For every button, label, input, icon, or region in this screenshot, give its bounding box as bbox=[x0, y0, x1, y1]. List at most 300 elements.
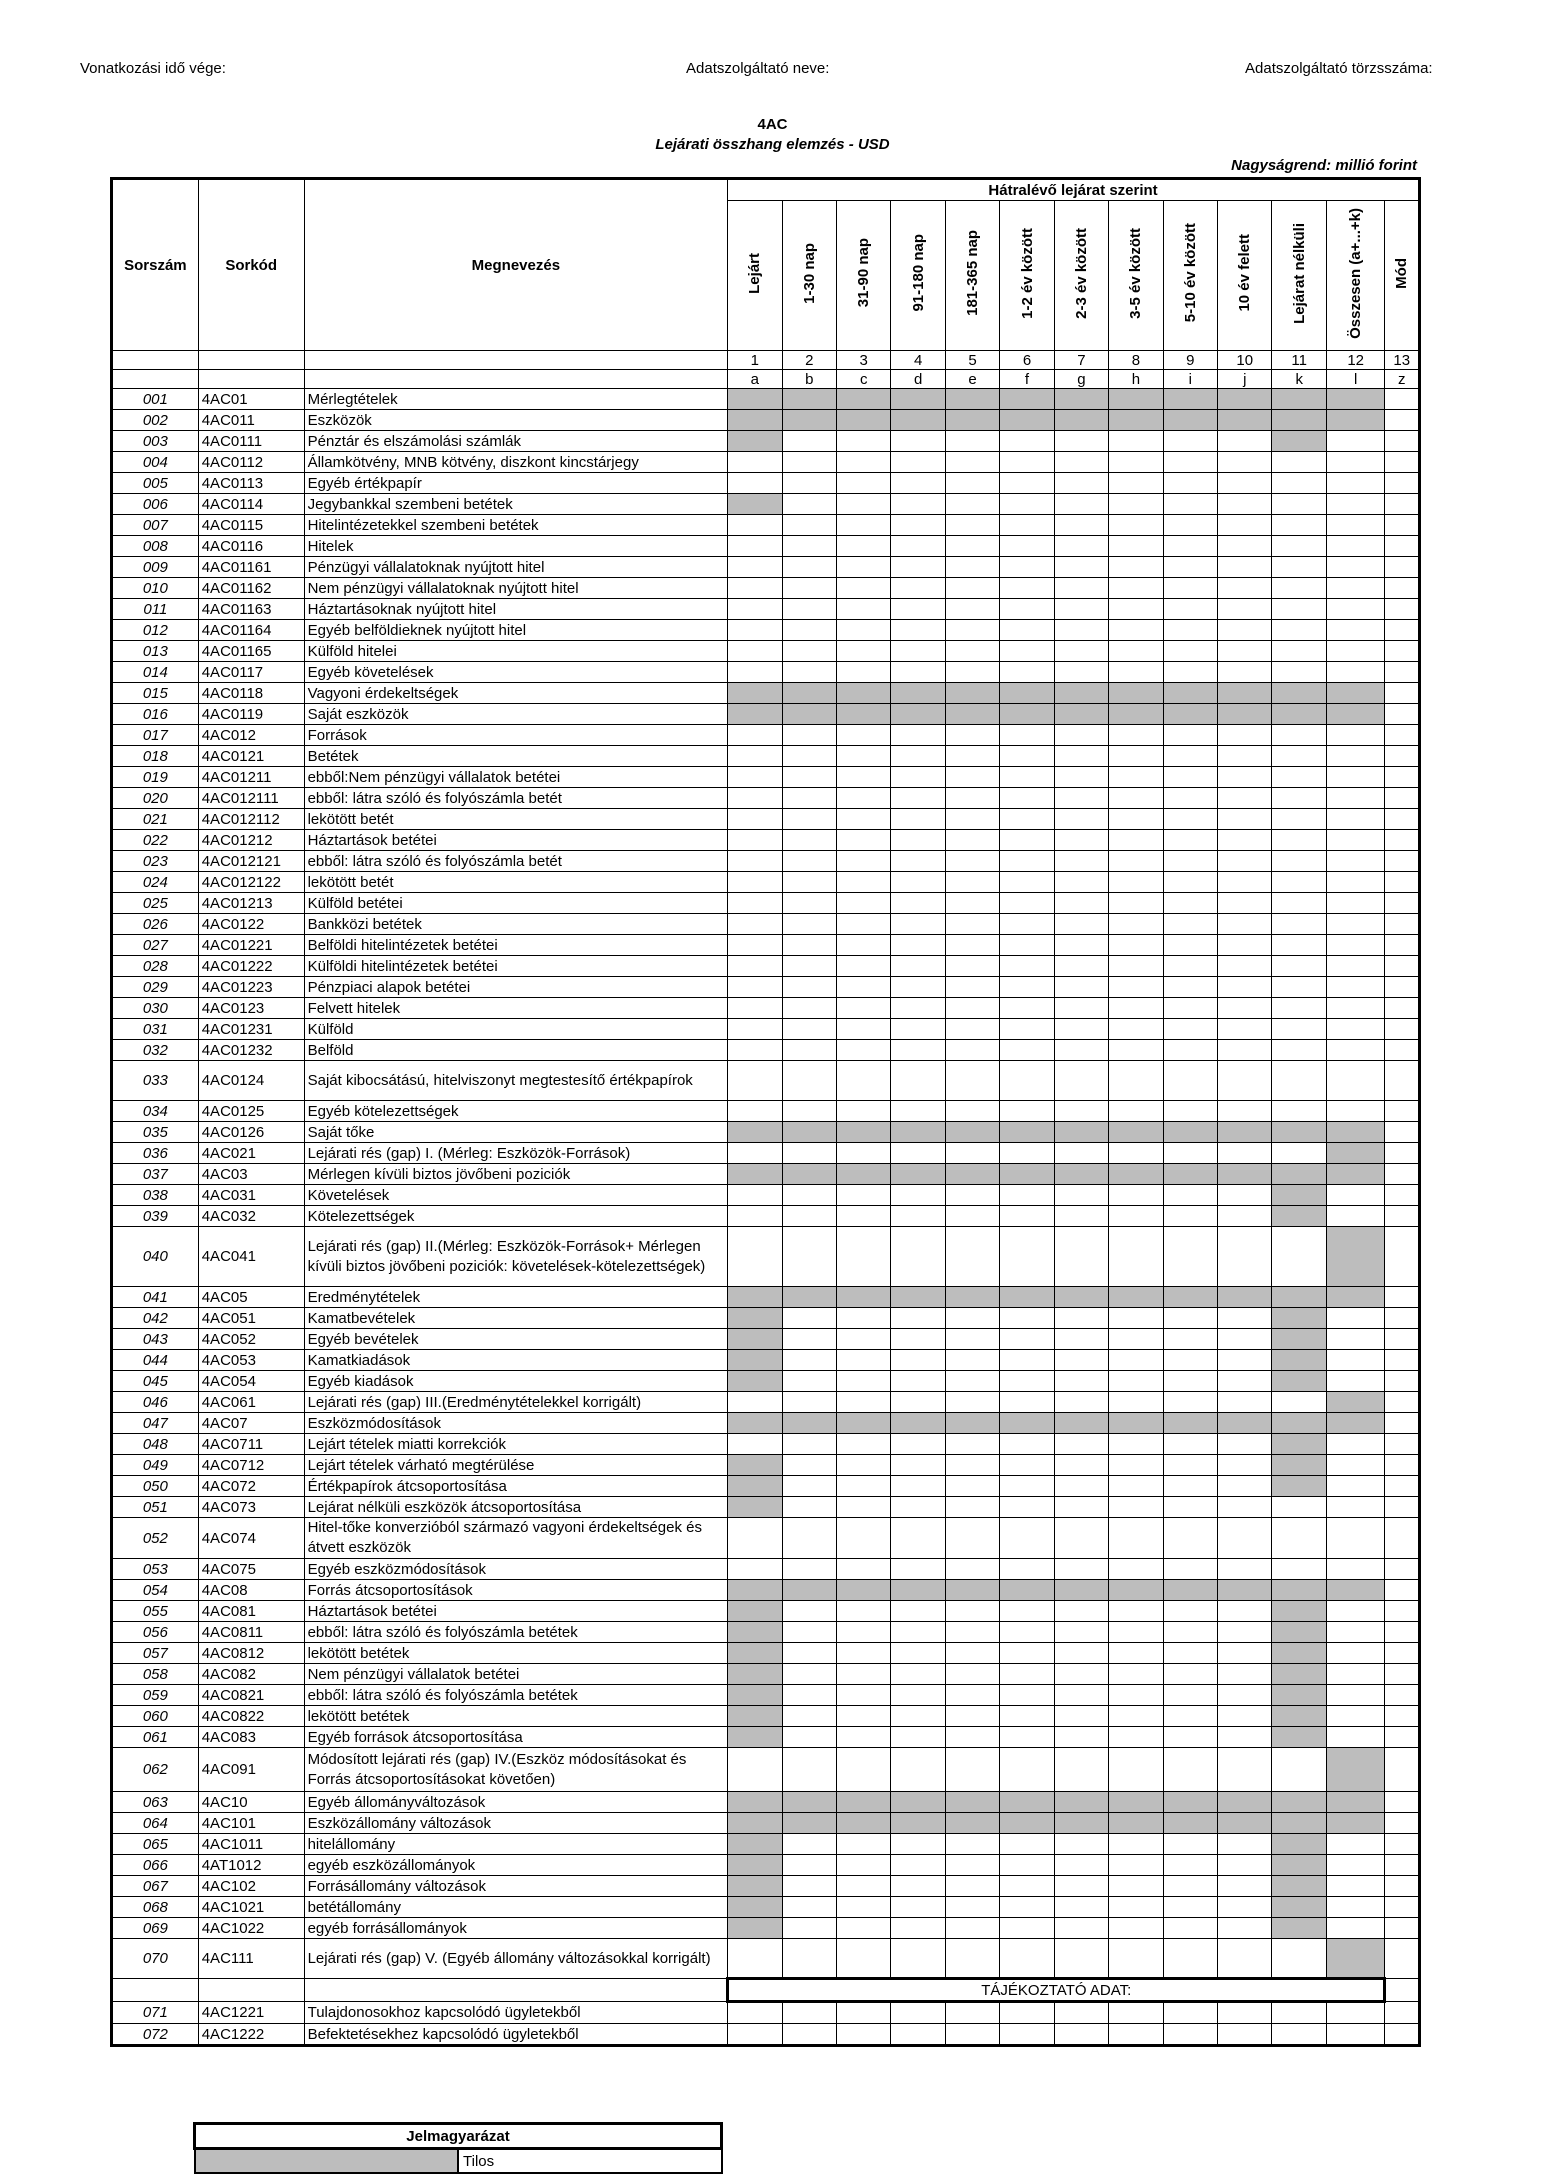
value-cell[interactable] bbox=[1385, 389, 1420, 410]
value-cell[interactable] bbox=[1385, 1813, 1420, 1834]
value-cell[interactable] bbox=[1385, 1601, 1420, 1622]
value-cell[interactable] bbox=[1109, 473, 1163, 494]
value-cell[interactable] bbox=[1109, 1601, 1163, 1622]
value-cell[interactable] bbox=[1163, 599, 1217, 620]
value-cell[interactable] bbox=[1109, 1876, 1163, 1897]
value-cell[interactable] bbox=[1385, 1227, 1420, 1287]
value-cell[interactable] bbox=[1385, 1897, 1420, 1918]
value-cell[interactable] bbox=[1109, 1061, 1163, 1101]
value-cell[interactable] bbox=[1385, 1497, 1420, 1518]
value-cell[interactable] bbox=[1000, 473, 1054, 494]
value-cell[interactable] bbox=[1163, 1855, 1217, 1876]
value-cell[interactable] bbox=[1054, 1392, 1108, 1413]
value-cell[interactable] bbox=[1163, 1392, 1217, 1413]
value-cell[interactable] bbox=[1054, 1622, 1108, 1643]
value-cell[interactable] bbox=[1385, 893, 1420, 914]
value-cell[interactable] bbox=[1163, 1685, 1217, 1706]
value-cell[interactable] bbox=[1054, 1643, 1108, 1664]
value-cell[interactable] bbox=[1054, 1206, 1108, 1227]
value-cell[interactable] bbox=[1218, 1329, 1272, 1350]
value-cell[interactable] bbox=[836, 1559, 890, 1580]
value-cell[interactable] bbox=[1163, 1476, 1217, 1497]
value-cell[interactable] bbox=[1218, 1206, 1272, 1227]
value-cell[interactable] bbox=[1163, 1559, 1217, 1580]
value-cell[interactable] bbox=[1054, 1019, 1108, 1040]
value-cell[interactable] bbox=[1326, 599, 1384, 620]
value-cell[interactable] bbox=[1163, 1206, 1217, 1227]
value-cell[interactable] bbox=[1109, 1685, 1163, 1706]
value-cell[interactable] bbox=[1385, 1143, 1420, 1164]
value-cell[interactable] bbox=[1272, 620, 1326, 641]
value-cell[interactable] bbox=[891, 1664, 945, 1685]
value-cell[interactable] bbox=[1000, 1834, 1054, 1855]
value-cell[interactable] bbox=[1054, 1061, 1108, 1101]
value-cell[interactable] bbox=[1163, 1308, 1217, 1329]
value-cell[interactable] bbox=[1218, 767, 1272, 788]
value-cell[interactable] bbox=[1218, 1518, 1272, 1559]
value-cell[interactable] bbox=[945, 641, 999, 662]
value-cell[interactable] bbox=[836, 641, 890, 662]
value-cell[interactable] bbox=[1163, 1455, 1217, 1476]
value-cell[interactable] bbox=[1272, 557, 1326, 578]
value-cell[interactable] bbox=[1218, 1476, 1272, 1497]
value-cell[interactable] bbox=[836, 1855, 890, 1876]
value-cell[interactable] bbox=[945, 494, 999, 515]
value-cell[interactable] bbox=[1385, 1518, 1420, 1559]
value-cell[interactable] bbox=[1000, 1855, 1054, 1876]
value-cell[interactable] bbox=[1000, 767, 1054, 788]
value-cell[interactable] bbox=[782, 893, 836, 914]
value-cell[interactable] bbox=[1385, 914, 1420, 935]
value-cell[interactable] bbox=[1385, 1792, 1420, 1813]
value-cell[interactable] bbox=[782, 494, 836, 515]
value-cell[interactable] bbox=[836, 1476, 890, 1497]
value-cell[interactable] bbox=[1326, 1371, 1384, 1392]
value-cell[interactable] bbox=[1109, 935, 1163, 956]
value-cell[interactable] bbox=[1326, 1918, 1384, 1939]
value-cell[interactable] bbox=[1385, 641, 1420, 662]
value-cell[interactable] bbox=[1054, 557, 1108, 578]
value-cell[interactable] bbox=[1385, 578, 1420, 599]
value-cell[interactable] bbox=[1272, 578, 1326, 599]
value-cell[interactable] bbox=[1000, 830, 1054, 851]
value-cell[interactable] bbox=[1163, 1518, 1217, 1559]
value-cell[interactable] bbox=[1109, 725, 1163, 746]
value-cell[interactable] bbox=[891, 1019, 945, 1040]
value-cell[interactable] bbox=[1218, 578, 1272, 599]
value-cell[interactable] bbox=[1218, 1185, 1272, 1206]
value-cell[interactable] bbox=[945, 662, 999, 683]
value-cell[interactable] bbox=[891, 473, 945, 494]
value-cell[interactable] bbox=[1272, 599, 1326, 620]
value-cell[interactable] bbox=[1000, 1518, 1054, 1559]
value-cell[interactable] bbox=[945, 2002, 999, 2024]
value-cell[interactable] bbox=[1054, 599, 1108, 620]
value-cell[interactable] bbox=[1385, 1706, 1420, 1727]
value-cell[interactable] bbox=[1218, 914, 1272, 935]
value-cell[interactable] bbox=[1218, 725, 1272, 746]
value-cell[interactable] bbox=[836, 788, 890, 809]
value-cell[interactable] bbox=[945, 620, 999, 641]
value-cell[interactable] bbox=[728, 1559, 782, 1580]
value-cell[interactable] bbox=[1326, 1455, 1384, 1476]
value-cell[interactable] bbox=[1218, 998, 1272, 1019]
value-cell[interactable] bbox=[891, 599, 945, 620]
value-cell[interactable] bbox=[891, 1897, 945, 1918]
value-cell[interactable] bbox=[1385, 1918, 1420, 1939]
value-cell[interactable] bbox=[836, 851, 890, 872]
value-cell[interactable] bbox=[1326, 515, 1384, 536]
value-cell[interactable] bbox=[1385, 1876, 1420, 1897]
value-cell[interactable] bbox=[1218, 1061, 1272, 1101]
value-cell[interactable] bbox=[1385, 1122, 1420, 1143]
value-cell[interactable] bbox=[945, 1685, 999, 1706]
value-cell[interactable] bbox=[1054, 1727, 1108, 1748]
value-cell[interactable] bbox=[782, 1601, 836, 1622]
value-cell[interactable] bbox=[836, 1329, 890, 1350]
value-cell[interactable] bbox=[1054, 1101, 1108, 1122]
value-cell[interactable] bbox=[891, 767, 945, 788]
value-cell[interactable] bbox=[1385, 725, 1420, 746]
value-cell[interactable] bbox=[1109, 1518, 1163, 1559]
value-cell[interactable] bbox=[1326, 641, 1384, 662]
value-cell[interactable] bbox=[891, 1622, 945, 1643]
value-cell[interactable] bbox=[891, 809, 945, 830]
value-cell[interactable] bbox=[1385, 935, 1420, 956]
value-cell[interactable] bbox=[1326, 1601, 1384, 1622]
value-cell[interactable] bbox=[1326, 725, 1384, 746]
value-cell[interactable] bbox=[891, 1855, 945, 1876]
value-cell[interactable] bbox=[1326, 536, 1384, 557]
value-cell[interactable] bbox=[1272, 2002, 1326, 2024]
value-cell[interactable] bbox=[782, 1706, 836, 1727]
value-cell[interactable] bbox=[1054, 893, 1108, 914]
value-cell[interactable] bbox=[1109, 830, 1163, 851]
value-cell[interactable] bbox=[1385, 683, 1420, 704]
value-cell[interactable] bbox=[945, 809, 999, 830]
value-cell[interactable] bbox=[1109, 746, 1163, 767]
value-cell[interactable] bbox=[1385, 557, 1420, 578]
value-cell[interactable] bbox=[836, 1497, 890, 1518]
value-cell[interactable] bbox=[945, 1329, 999, 1350]
value-cell[interactable] bbox=[1385, 809, 1420, 830]
value-cell[interactable] bbox=[1218, 1392, 1272, 1413]
value-cell[interactable] bbox=[1218, 1748, 1272, 1792]
value-cell[interactable] bbox=[1385, 1350, 1420, 1371]
value-cell[interactable] bbox=[1054, 1329, 1108, 1350]
value-cell[interactable] bbox=[836, 662, 890, 683]
value-cell[interactable] bbox=[728, 641, 782, 662]
value-cell[interactable] bbox=[891, 1227, 945, 1287]
value-cell[interactable] bbox=[1272, 809, 1326, 830]
value-cell[interactable] bbox=[1109, 809, 1163, 830]
value-cell[interactable] bbox=[1109, 1371, 1163, 1392]
value-cell[interactable] bbox=[891, 1685, 945, 1706]
value-cell[interactable] bbox=[891, 725, 945, 746]
value-cell[interactable] bbox=[891, 788, 945, 809]
value-cell[interactable] bbox=[728, 1061, 782, 1101]
value-cell[interactable] bbox=[1163, 662, 1217, 683]
value-cell[interactable] bbox=[836, 977, 890, 998]
value-cell[interactable] bbox=[728, 1206, 782, 1227]
value-cell[interactable] bbox=[1385, 1855, 1420, 1876]
value-cell[interactable] bbox=[1054, 830, 1108, 851]
value-cell[interactable] bbox=[945, 851, 999, 872]
value-cell[interactable] bbox=[891, 2002, 945, 2024]
value-cell[interactable] bbox=[1272, 1019, 1326, 1040]
value-cell[interactable] bbox=[728, 1518, 782, 1559]
value-cell[interactable] bbox=[1272, 1518, 1326, 1559]
value-cell[interactable] bbox=[1054, 1559, 1108, 1580]
value-cell[interactable] bbox=[1385, 1392, 1420, 1413]
value-cell[interactable] bbox=[1218, 1143, 1272, 1164]
value-cell[interactable] bbox=[1054, 725, 1108, 746]
value-cell[interactable] bbox=[1218, 2024, 1272, 2046]
value-cell[interactable] bbox=[1326, 1685, 1384, 1706]
value-cell[interactable] bbox=[1054, 1476, 1108, 1497]
value-cell[interactable] bbox=[1000, 452, 1054, 473]
value-cell[interactable] bbox=[945, 515, 999, 536]
value-cell[interactable] bbox=[1385, 1643, 1420, 1664]
value-cell[interactable] bbox=[1326, 2024, 1384, 2046]
value-cell[interactable] bbox=[728, 956, 782, 977]
value-cell[interactable] bbox=[1054, 1143, 1108, 1164]
value-cell[interactable] bbox=[782, 473, 836, 494]
value-cell[interactable] bbox=[836, 1748, 890, 1792]
value-cell[interactable] bbox=[1272, 998, 1326, 1019]
value-cell[interactable] bbox=[836, 1622, 890, 1643]
value-cell[interactable] bbox=[891, 1392, 945, 1413]
value-cell[interactable] bbox=[1218, 599, 1272, 620]
value-cell[interactable] bbox=[1326, 1434, 1384, 1455]
value-cell[interactable] bbox=[945, 1476, 999, 1497]
value-cell[interactable] bbox=[1163, 1350, 1217, 1371]
value-cell[interactable] bbox=[836, 473, 890, 494]
value-cell[interactable] bbox=[1109, 1918, 1163, 1939]
value-cell[interactable] bbox=[836, 935, 890, 956]
value-cell[interactable] bbox=[782, 998, 836, 1019]
value-cell[interactable] bbox=[1163, 851, 1217, 872]
value-cell[interactable] bbox=[1218, 473, 1272, 494]
value-cell[interactable] bbox=[1163, 956, 1217, 977]
value-cell[interactable] bbox=[1385, 515, 1420, 536]
value-cell[interactable] bbox=[836, 578, 890, 599]
value-cell[interactable] bbox=[1054, 2024, 1108, 2046]
value-cell[interactable] bbox=[1163, 452, 1217, 473]
value-cell[interactable] bbox=[836, 956, 890, 977]
value-cell[interactable] bbox=[836, 872, 890, 893]
value-cell[interactable] bbox=[1163, 1371, 1217, 1392]
value-cell[interactable] bbox=[1218, 431, 1272, 452]
value-cell[interactable] bbox=[891, 746, 945, 767]
value-cell[interactable] bbox=[836, 914, 890, 935]
value-cell[interactable] bbox=[1109, 578, 1163, 599]
value-cell[interactable] bbox=[1000, 1206, 1054, 1227]
value-cell[interactable] bbox=[1163, 1622, 1217, 1643]
value-cell[interactable] bbox=[1109, 2024, 1163, 2046]
value-cell[interactable] bbox=[1163, 1040, 1217, 1061]
value-cell[interactable] bbox=[891, 1371, 945, 1392]
value-cell[interactable] bbox=[1218, 977, 1272, 998]
value-cell[interactable] bbox=[836, 1601, 890, 1622]
value-cell[interactable] bbox=[782, 1727, 836, 1748]
value-cell[interactable] bbox=[1326, 1185, 1384, 1206]
value-cell[interactable] bbox=[891, 1061, 945, 1101]
value-cell[interactable] bbox=[891, 620, 945, 641]
value-cell[interactable] bbox=[1385, 704, 1420, 725]
value-cell[interactable] bbox=[1326, 1855, 1384, 1876]
value-cell[interactable] bbox=[1000, 1308, 1054, 1329]
value-cell[interactable] bbox=[945, 1061, 999, 1101]
value-cell[interactable] bbox=[1163, 1497, 1217, 1518]
value-cell[interactable] bbox=[1272, 977, 1326, 998]
value-cell[interactable] bbox=[891, 935, 945, 956]
value-cell[interactable] bbox=[1000, 956, 1054, 977]
value-cell[interactable] bbox=[1054, 1227, 1108, 1287]
value-cell[interactable] bbox=[1326, 1664, 1384, 1685]
value-cell[interactable] bbox=[782, 1939, 836, 1979]
value-cell[interactable] bbox=[836, 809, 890, 830]
value-cell[interactable] bbox=[836, 1371, 890, 1392]
value-cell[interactable] bbox=[782, 515, 836, 536]
value-cell[interactable] bbox=[1109, 1897, 1163, 1918]
value-cell[interactable] bbox=[728, 830, 782, 851]
value-cell[interactable] bbox=[1326, 851, 1384, 872]
value-cell[interactable] bbox=[1109, 1434, 1163, 1455]
value-cell[interactable] bbox=[782, 1143, 836, 1164]
value-cell[interactable] bbox=[1272, 746, 1326, 767]
value-cell[interactable] bbox=[1000, 2024, 1054, 2046]
value-cell[interactable] bbox=[1385, 1329, 1420, 1350]
value-cell[interactable] bbox=[1000, 1185, 1054, 1206]
value-cell[interactable] bbox=[1326, 1643, 1384, 1664]
value-cell[interactable] bbox=[1109, 1727, 1163, 1748]
value-cell[interactable] bbox=[782, 1455, 836, 1476]
value-cell[interactable] bbox=[945, 1143, 999, 1164]
value-cell[interactable] bbox=[1000, 1706, 1054, 1727]
value-cell[interactable] bbox=[1385, 1727, 1420, 1748]
value-cell[interactable] bbox=[1163, 431, 1217, 452]
value-cell[interactable] bbox=[1109, 1308, 1163, 1329]
value-cell[interactable] bbox=[1054, 914, 1108, 935]
value-cell[interactable] bbox=[1326, 830, 1384, 851]
value-cell[interactable] bbox=[1385, 1834, 1420, 1855]
value-cell[interactable] bbox=[1000, 431, 1054, 452]
value-cell[interactable] bbox=[1385, 1413, 1420, 1434]
value-cell[interactable] bbox=[1000, 1897, 1054, 1918]
value-cell[interactable] bbox=[945, 1497, 999, 1518]
value-cell[interactable] bbox=[1218, 1434, 1272, 1455]
value-cell[interactable] bbox=[1385, 998, 1420, 1019]
value-cell[interactable] bbox=[1109, 641, 1163, 662]
value-cell[interactable] bbox=[891, 662, 945, 683]
value-cell[interactable] bbox=[1163, 935, 1217, 956]
value-cell[interactable] bbox=[945, 725, 999, 746]
value-cell[interactable] bbox=[1163, 998, 1217, 1019]
value-cell[interactable] bbox=[836, 1185, 890, 1206]
value-cell[interactable] bbox=[1326, 473, 1384, 494]
value-cell[interactable] bbox=[1326, 1897, 1384, 1918]
value-cell[interactable] bbox=[836, 515, 890, 536]
value-cell[interactable] bbox=[1326, 998, 1384, 1019]
value-cell[interactable] bbox=[1054, 998, 1108, 1019]
value-cell[interactable] bbox=[1054, 578, 1108, 599]
value-cell[interactable] bbox=[1054, 1601, 1108, 1622]
value-cell[interactable] bbox=[1218, 830, 1272, 851]
value-cell[interactable] bbox=[836, 1939, 890, 1979]
value-cell[interactable] bbox=[1109, 1143, 1163, 1164]
value-cell[interactable] bbox=[1218, 452, 1272, 473]
value-cell[interactable] bbox=[1163, 1143, 1217, 1164]
value-cell[interactable] bbox=[782, 725, 836, 746]
value-cell[interactable] bbox=[1109, 452, 1163, 473]
value-cell[interactable] bbox=[1385, 1685, 1420, 1706]
value-cell[interactable] bbox=[1163, 1664, 1217, 1685]
value-cell[interactable] bbox=[836, 767, 890, 788]
value-cell[interactable] bbox=[728, 473, 782, 494]
value-cell[interactable] bbox=[728, 1185, 782, 1206]
value-cell[interactable] bbox=[1272, 662, 1326, 683]
value-cell[interactable] bbox=[728, 620, 782, 641]
value-cell[interactable] bbox=[836, 1727, 890, 1748]
value-cell[interactable] bbox=[1385, 662, 1420, 683]
value-cell[interactable] bbox=[782, 620, 836, 641]
value-cell[interactable] bbox=[1000, 1748, 1054, 1792]
value-cell[interactable] bbox=[782, 557, 836, 578]
value-cell[interactable] bbox=[1218, 515, 1272, 536]
value-cell[interactable] bbox=[945, 767, 999, 788]
value-cell[interactable] bbox=[1109, 1185, 1163, 1206]
value-cell[interactable] bbox=[945, 956, 999, 977]
value-cell[interactable] bbox=[1163, 830, 1217, 851]
value-cell[interactable] bbox=[891, 998, 945, 1019]
value-cell[interactable] bbox=[945, 431, 999, 452]
value-cell[interactable] bbox=[728, 452, 782, 473]
value-cell[interactable] bbox=[836, 1834, 890, 1855]
value-cell[interactable] bbox=[836, 1897, 890, 1918]
value-cell[interactable] bbox=[782, 830, 836, 851]
value-cell[interactable] bbox=[891, 494, 945, 515]
value-cell[interactable] bbox=[1054, 767, 1108, 788]
value-cell[interactable] bbox=[1218, 1876, 1272, 1897]
value-cell[interactable] bbox=[1109, 956, 1163, 977]
value-cell[interactable] bbox=[1000, 977, 1054, 998]
value-cell[interactable] bbox=[945, 1706, 999, 1727]
value-cell[interactable] bbox=[728, 1101, 782, 1122]
value-cell[interactable] bbox=[1000, 725, 1054, 746]
value-cell[interactable] bbox=[782, 431, 836, 452]
value-cell[interactable] bbox=[1326, 893, 1384, 914]
value-cell[interactable] bbox=[1000, 998, 1054, 1019]
value-cell[interactable] bbox=[1326, 431, 1384, 452]
value-cell[interactable] bbox=[1163, 767, 1217, 788]
value-cell[interactable] bbox=[1054, 1876, 1108, 1897]
value-cell[interactable] bbox=[1000, 1061, 1054, 1101]
value-cell[interactable] bbox=[945, 788, 999, 809]
value-cell[interactable] bbox=[1109, 494, 1163, 515]
value-cell[interactable] bbox=[782, 578, 836, 599]
value-cell[interactable] bbox=[1272, 830, 1326, 851]
value-cell[interactable] bbox=[1054, 620, 1108, 641]
value-cell[interactable] bbox=[836, 1206, 890, 1227]
value-cell[interactable] bbox=[1326, 662, 1384, 683]
value-cell[interactable] bbox=[945, 599, 999, 620]
value-cell[interactable] bbox=[1000, 1559, 1054, 1580]
value-cell[interactable] bbox=[945, 557, 999, 578]
value-cell[interactable] bbox=[1109, 1019, 1163, 1040]
value-cell[interactable] bbox=[945, 1897, 999, 1918]
value-cell[interactable] bbox=[1218, 1897, 1272, 1918]
